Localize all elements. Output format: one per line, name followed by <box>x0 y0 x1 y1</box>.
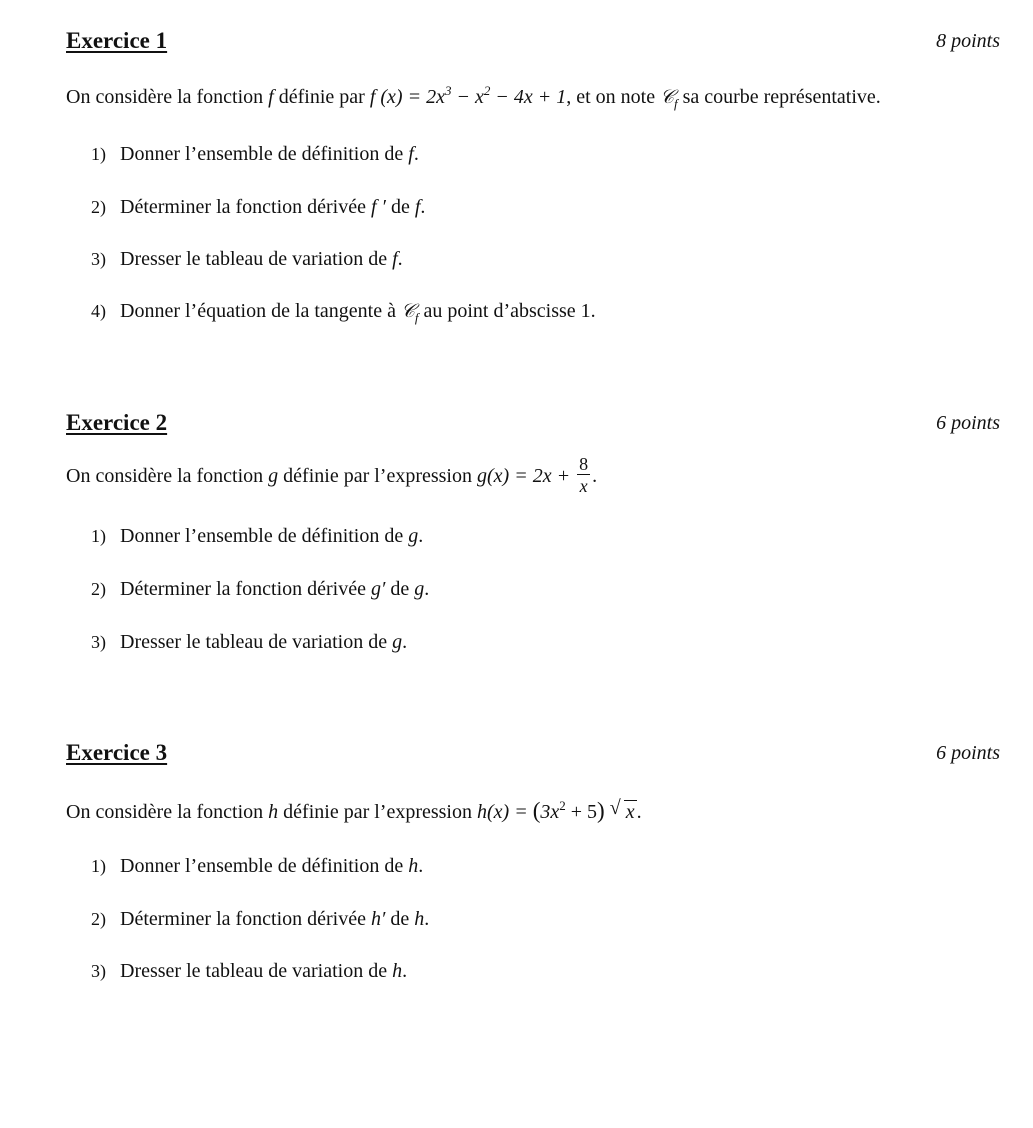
question-text: Déterminer la fonction dérivée <box>120 578 371 600</box>
question-text: Dresser le tableau de variation de <box>120 631 393 653</box>
question-number: 3) <box>91 632 106 652</box>
function-expression: f $(x) = 2x^3 - x^2 - 4x + 1$ <box>369 83 567 108</box>
exercise-intro: On considère la fonction g définie par l’expression g(x) = 2x + $\frac{8}{x}$ . <box>66 454 598 496</box>
question-item: 1) Donner l’ensemble de définition de h. <box>91 855 424 877</box>
exercise-3 <box>66 740 1000 982</box>
question-item: 1) Donner l’ensemble de définition de f. <box>91 143 419 165</box>
math-variable: g <box>392 631 403 653</box>
exercise-header <box>66 28 1000 58</box>
question-number: 1) <box>91 526 106 546</box>
question-item: 3) Dresser le tableau de variation de g. <box>91 631 408 653</box>
curve-symbol: 𝒞$_f$ <box>401 300 419 325</box>
intro-text: On considère la fonction <box>66 465 269 488</box>
exercise-header <box>66 410 1000 440</box>
math-variable: h <box>414 908 425 930</box>
question-item: 2) Déterminer la fonction dérivée f ′ de f. <box>91 196 426 218</box>
question-number: 2) <box>91 197 106 217</box>
question-number: 4) <box>91 301 106 321</box>
question-number: 3) <box>91 961 106 981</box>
function-name: h <box>268 801 279 823</box>
question-text: Donner l’ensemble de définition de <box>120 525 409 547</box>
question-text: Donner l’ensemble de définition de <box>120 855 409 877</box>
square-root: √ x <box>609 797 635 823</box>
exercise-points: 6 points <box>936 412 1000 434</box>
question-number: 3) <box>91 249 106 269</box>
math-variable: h <box>392 960 403 982</box>
exercise-1 <box>66 28 1000 325</box>
math-variable: h′ <box>371 908 386 930</box>
question-text: Déterminer la fonction dérivée <box>120 908 371 930</box>
function-expression: $h(x) = (3x^2 + 5)$ √ x <box>477 797 635 823</box>
intro-text: sa courbe représentative. <box>677 86 881 108</box>
question-text: Dresser le tableau de variation de <box>120 960 393 982</box>
question-text: Dresser le tableau de variation de <box>120 248 393 270</box>
math-variable: f <box>392 248 398 270</box>
question-text: Donner l’ensemble de définition de <box>120 143 409 165</box>
intro-text: On considère la fonction <box>66 801 269 823</box>
intro-text: définie par l’expression <box>278 801 477 823</box>
question-number: 2) <box>91 909 106 929</box>
exercise-intro <box>66 83 881 111</box>
math-variable: f <box>408 143 414 165</box>
math-variable: f ′ <box>371 196 386 218</box>
exercise-points: 6 points <box>936 742 1000 764</box>
question-item: 4) Donner l’équation de la tangente à 𝒞$_f$ au point d’abscisse 1. <box>91 300 596 325</box>
question-text: Déterminer la fonction dérivée <box>120 196 371 218</box>
exercise-title: Exercice 3 <box>66 740 168 765</box>
question-number: 1) <box>91 144 106 164</box>
question-number: 1) <box>91 856 106 876</box>
question-number: 2) <box>91 579 106 599</box>
question-item: 1) Donner l’ensemble de définition de g. <box>91 525 424 547</box>
exercise-intro: On considère la fonction h définie par l’expression $h(x) = (3x^2 + 5)$ √ x . <box>66 797 642 823</box>
intro-text: On considère la fonction <box>66 86 269 108</box>
question-text: Donner l’équation de la tangente à <box>120 300 401 322</box>
math-variable: f <box>414 196 421 218</box>
question-item: 2) Déterminer la fonction dérivée h′ de h. <box>91 908 430 930</box>
exercise-title: Exercice 2 <box>66 410 168 435</box>
exercise-title: Exercice 1 <box>66 28 168 53</box>
math-variable: g <box>408 525 419 547</box>
math-variable: g′ <box>371 578 386 600</box>
exercise-points: 8 points <box>936 30 1000 52</box>
exercise-2 <box>66 410 1000 653</box>
question-item: 2) Déterminer la fonction dérivée g′ de g. <box>91 578 430 600</box>
fraction: $\frac{8}{x}$ <box>579 454 589 496</box>
function-name: f <box>268 86 274 108</box>
math-variable: h <box>408 855 419 877</box>
curve-symbol: 𝒞$_f$ <box>660 86 678 111</box>
function-name: g <box>268 465 279 488</box>
intro-text: définie par l’expression <box>278 465 477 488</box>
question-item: 3) Dresser le tableau de variation de f. <box>91 248 403 270</box>
question-item: 3) Dresser le tableau de variation de h. <box>91 960 408 982</box>
exercise-header <box>66 740 1000 770</box>
intro-text: , et on note <box>566 86 661 108</box>
function-expression: g(x) = 2x + $\frac{8}{x}$ <box>477 454 589 496</box>
math-variable: g <box>414 578 425 600</box>
intro-text: définie par <box>273 86 370 108</box>
